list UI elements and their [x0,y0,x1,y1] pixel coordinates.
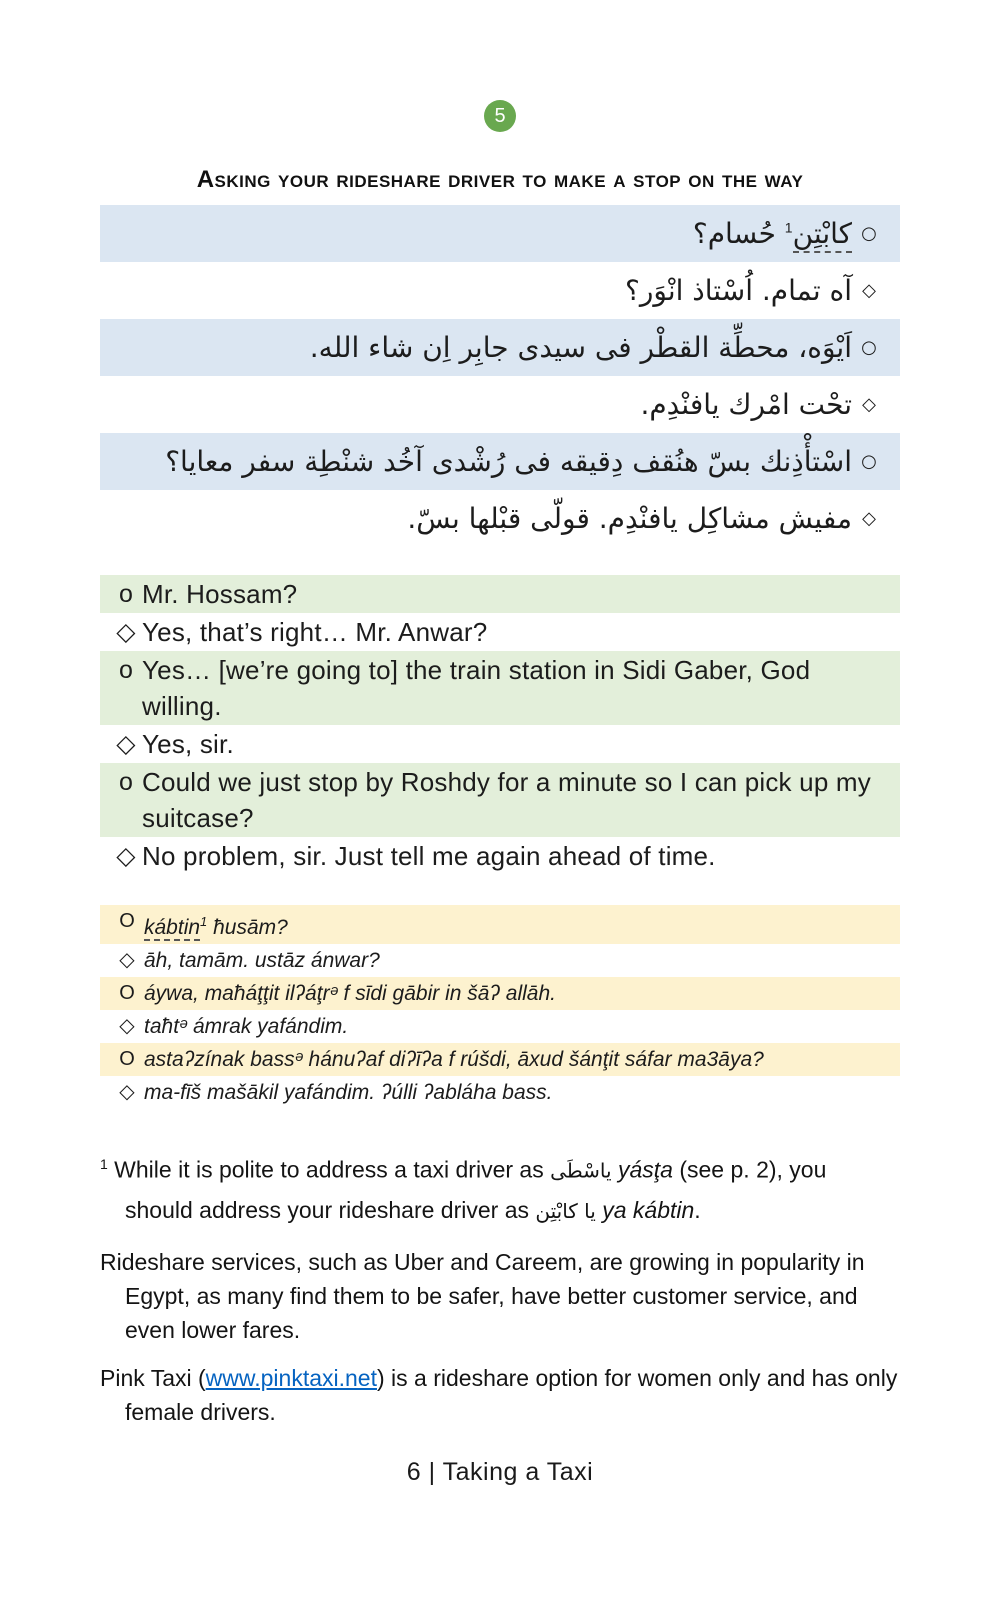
arabic-line-text: اَيْوَه، محطِّة القطْر فى سيدى جابِر اِن شاء الله. [309,331,852,364]
diamond-speaker-marker: ◇ [862,280,876,301]
circle-speaker-marker: O [119,982,135,1004]
english-line-text: Yes… [we’re going to] the train station in Sidi Gaber, God willing. [142,655,811,721]
footnote-text-1: While it is polite to address a taxi driver as [107,1156,551,1183]
pinktaxi-text-pre: Pink Taxi ( [100,1364,206,1391]
arabic-line-3 [100,319,900,376]
arabic-line-rest: حُسام؟ [692,217,785,250]
translit-line-1 [100,905,900,944]
english-line-5 [100,763,900,837]
diamond-speaker-marker: ◇ [862,508,876,529]
circle-speaker-marker: O [119,1048,135,1070]
arabic-line-6 [100,490,900,547]
english-line-6 [100,837,900,875]
english-line-1 [100,575,900,613]
page-content [100,166,900,1429]
translit-line-text [144,905,890,944]
footnote-text-2: (see p. 2), you should address your rideshare driver as [125,1156,827,1223]
footnote-1 [100,1145,900,1231]
diamond-speaker-marker: ◇ [119,1081,135,1103]
transliteration-block [100,905,900,1109]
chapter-number-badge: 5 [484,100,516,132]
arabic-line-4 [100,376,900,433]
footnote-number: 1 [100,1156,108,1172]
translit-line-text: taħtᵊ ámrak yafándim. [144,1015,349,1038]
pinktaxi-link[interactable]: www.pinktaxi.net [205,1364,377,1391]
translit-line-3 [100,977,900,1010]
arabic-line-text [110,217,852,250]
translit-line-text: astaʔzínak bassᵊ hánuʔaf diʔīʔa f rúšdi, āxud šánţit sáfar ma3āya? [144,1048,764,1071]
translit-line-6 [100,1076,900,1109]
translit-line-text: áywa, maħáţţit ilʔáţrᵊ f sīdi gābir in šāʔ allāh. [144,982,556,1005]
note-rideshare: Rideshare services, such as Uber and Careem, are growing in popularity in Egypt, as many find them to be safer, have better customer service, and even lower fares. [100,1248,865,1343]
english-line-text: Yes, sir. [142,729,234,759]
footnote-text-3: . [694,1196,701,1223]
arabic-line-text: مفيش مشاكِل يافنْدِم. قولّى قبْلها بسّ. [407,502,852,535]
translit-line-4 [100,1010,900,1043]
translit-line-2 [100,944,900,977]
note-pinktaxi [100,1361,900,1429]
arabic-line-5 [100,433,900,490]
diamond-speaker-marker: ◇ [116,730,136,758]
loanword-underlined: كابْتِن [793,217,852,253]
english-line-3 [100,651,900,725]
circle-speaker-marker: o [118,768,134,796]
footnote-translit-ya-kabtin: ya kábtin [602,1196,695,1223]
circle-speaker-marker: o [118,580,134,608]
english-translation-block [100,575,900,875]
arabic-dialogue-block [100,205,900,547]
english-line-text: Yes, that’s right… Mr. Anwar? [142,617,488,647]
arabic-line-1 [100,205,900,262]
diamond-speaker-marker: ◇ [119,1015,135,1037]
footnote-arabic-yasta: ياسْطَى [550,1158,612,1183]
translit-line-text: āh, tamām. ustāz ánwar? [144,949,380,972]
diamond-speaker-marker: ◇ [862,394,876,415]
footnote-translit-yasta: yásţa [617,1156,673,1183]
chapter-badge-wrap [0,0,1000,132]
loanword-underlined: kábtin [144,916,201,939]
circle-speaker-marker: ○ [861,337,877,358]
diamond-speaker-marker: ◇ [116,842,136,870]
circle-speaker-marker: ○ [861,451,877,472]
dialogue-title: Asking your rideshare driver to make a stop on the way [196,166,804,193]
circle-speaker-marker: o [118,656,134,684]
footnote-ref-superscript: 1 [200,914,208,929]
translit-line-rest: ħusām? [207,916,288,939]
translit-line-5 [100,1043,900,1076]
circle-speaker-marker: ○ [861,223,877,244]
arabic-line-text: تحْت امْرك يافنْدِم. [640,388,852,421]
diamond-speaker-marker: ◇ [116,618,136,646]
arabic-line-2 [100,262,900,319]
arabic-line-text: اسْتأْذِنك بسّ هنُقف دِقيقه فى رُشْدى آخُد شنْطِة سفر معايا؟ [165,445,852,478]
translit-line-text: ma-fīš mašākil yafándim. ʔúlli ʔabláha bass. [144,1081,553,1104]
footnote-arabic-ya-kabtin: يا كابْتِن [535,1198,596,1223]
arabic-line-text: آه تمام. اُسْتاذ انْوَر؟ [624,274,852,307]
pinktaxi-text-post: ) is a rideshare option for women only and has only female drivers. [125,1364,898,1425]
diamond-speaker-marker: ◇ [119,949,135,971]
circle-speaker-marker: O [119,910,135,932]
footnote-ref-superscript: 1 [784,219,793,236]
english-line-text: Mr. Hossam? [142,579,298,609]
english-line-text: Could we just stop by Roshdy for a minute so I can pick up my suitcase? [142,767,871,833]
english-line-text: No problem, sir. Just tell me again ahead of time. [142,841,716,871]
page-footer: 6 | Taking a Taxi [406,1458,594,1486]
english-line-2 [100,613,900,651]
english-line-4 [100,725,900,763]
